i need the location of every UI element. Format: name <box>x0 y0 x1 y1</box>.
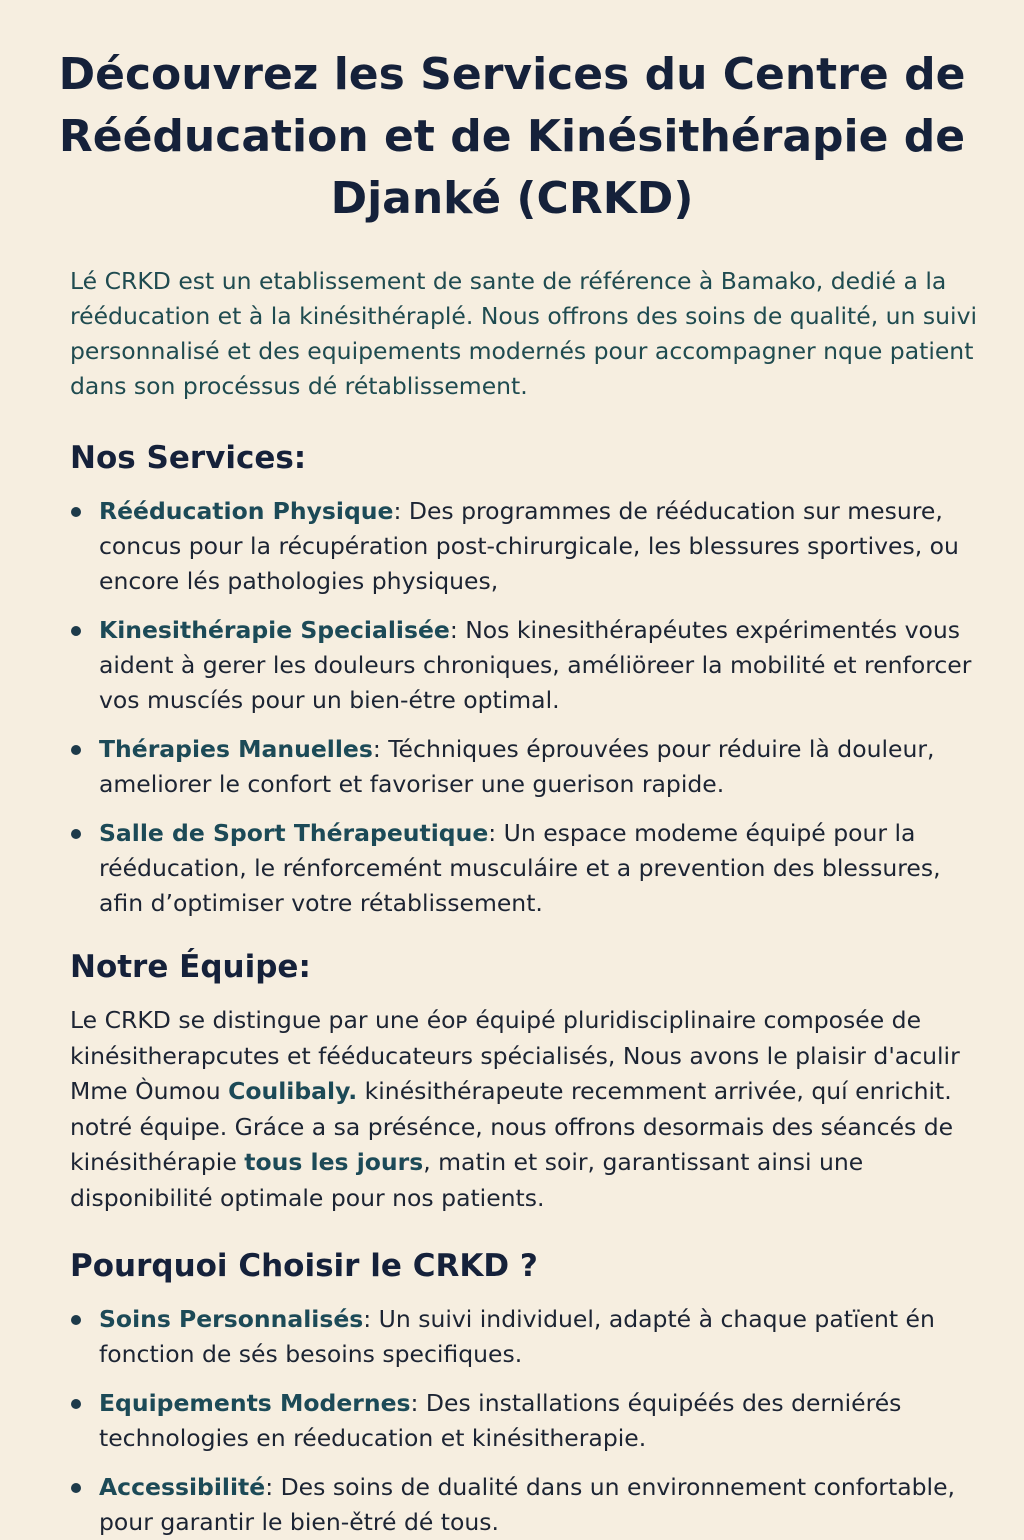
equipe-text-part3: , matin et soir, garantissant ainsi une disponibilité optimale pour nos patients. <box>70 1148 864 1212</box>
equipe-text-part1: Le CRKD se distingue par une éoᴘ équipé pluridisciplinaire composée de kinésitherapcutes et fééducateurs spécialisés, Nous avons le plaisir d'aculir Mme Òumou <box>70 1006 960 1105</box>
pourquoi-list <box>70 1302 984 1540</box>
pourquoi-item-equipements <box>70 1386 984 1456</box>
pourquoi-item-soins <box>70 1302 984 1372</box>
services-list <box>70 494 984 921</box>
page-title: Découvrez les Services du Centre de Rééducation et de Kinésithérapie de Djanké (CRKD) <box>58 49 966 224</box>
bullet-icon <box>71 1315 81 1325</box>
bullet-icon <box>71 829 81 839</box>
service-term: Kinesithérapie Specialisée <box>99 616 450 644</box>
pourquoi-section <box>70 1246 984 1540</box>
equipe-heading: Notre Équipe: <box>70 949 311 985</box>
service-desc: : Un espace modeme équipé pour la rééducation, le rénforcemént musculáire et a prevention des blessures, afin d’optimiser votre rétablissement. <box>99 819 941 917</box>
bullet-icon <box>71 626 81 636</box>
equipe-text-part2: kinésithérapeute recemment arrivée, quí enrichit. notré équipe. Gráce a sa présénce, nous offrons desormais des séancés de kinésithérapie <box>70 1077 954 1176</box>
equipe-section <box>70 947 984 1216</box>
service-item-salle-sport <box>70 816 984 921</box>
service-desc: : Nos kinesithérapéutes expérimentés vous aident à gerer les douleurs chroniques, améliöreer la mobilité et renforcer vos muscíés pour un bien-étre optimal. <box>99 616 972 714</box>
pourquoi-desc: : Des soins de dualité dans un environnement confortable, pour garantir le bien-ětré dé tous. <box>99 1473 956 1536</box>
service-term: Salle de Sport Thérapeutique <box>99 819 489 847</box>
services-heading: Nos Services: <box>70 440 307 476</box>
pourquoi-term: Accessibilité <box>99 1473 266 1501</box>
pourquoi-term: Soins Personnalisés <box>99 1305 364 1333</box>
bullet-icon <box>71 507 81 517</box>
pourquoi-desc: : Un suivi individuel, adapté à chaque patïent én fonction de sés besoins specifiques. <box>99 1305 935 1368</box>
service-item-therapies <box>70 732 984 802</box>
pourquoi-heading: Pourquoi Choisir le CRKD ? <box>70 1248 538 1284</box>
pourquoi-term: Equipements Modernes <box>99 1389 411 1417</box>
services-section <box>70 438 984 921</box>
service-desc: : Téchniques éprouvées pour réduire là douleur, ameliorer le confort et favoriser une guerison rapide. <box>99 735 935 798</box>
equipe-paragraph <box>70 1003 984 1216</box>
service-term: Thérapies Manuelles <box>99 735 373 763</box>
pourquoi-desc: : Des installations équipéés des derniérés technologies en réeducation et kinésitherapie. <box>99 1389 902 1452</box>
service-item-kinesitherapie <box>70 613 984 718</box>
service-desc: : Des programmes de rééducation sur mesure, concus pour la récupération post-chirurgicale, les blessures sportives, ou encore lés pathologies physiques, <box>99 497 959 595</box>
intro-paragraph: Lé CRKD est un etablissement de sante de référence à Bamako, dedié a la rééducation et à la kinésithéraplé. Nous offrons des soins de qualité, un suivi personnalisé et des equipements modernés pour accompagner nque patient dans son procéssus dé rétablissement. <box>70 267 978 400</box>
bullet-icon <box>71 1399 81 1409</box>
equipe-name: Coulibaly. <box>228 1077 358 1105</box>
service-term: Rééducation Physique <box>99 497 394 525</box>
equipe-highlight: tous les jours <box>244 1148 424 1176</box>
service-item-reeducation <box>70 494 984 599</box>
bullet-icon <box>71 1483 81 1493</box>
bullet-icon <box>71 745 81 755</box>
pourquoi-item-accessibilite <box>70 1470 984 1540</box>
